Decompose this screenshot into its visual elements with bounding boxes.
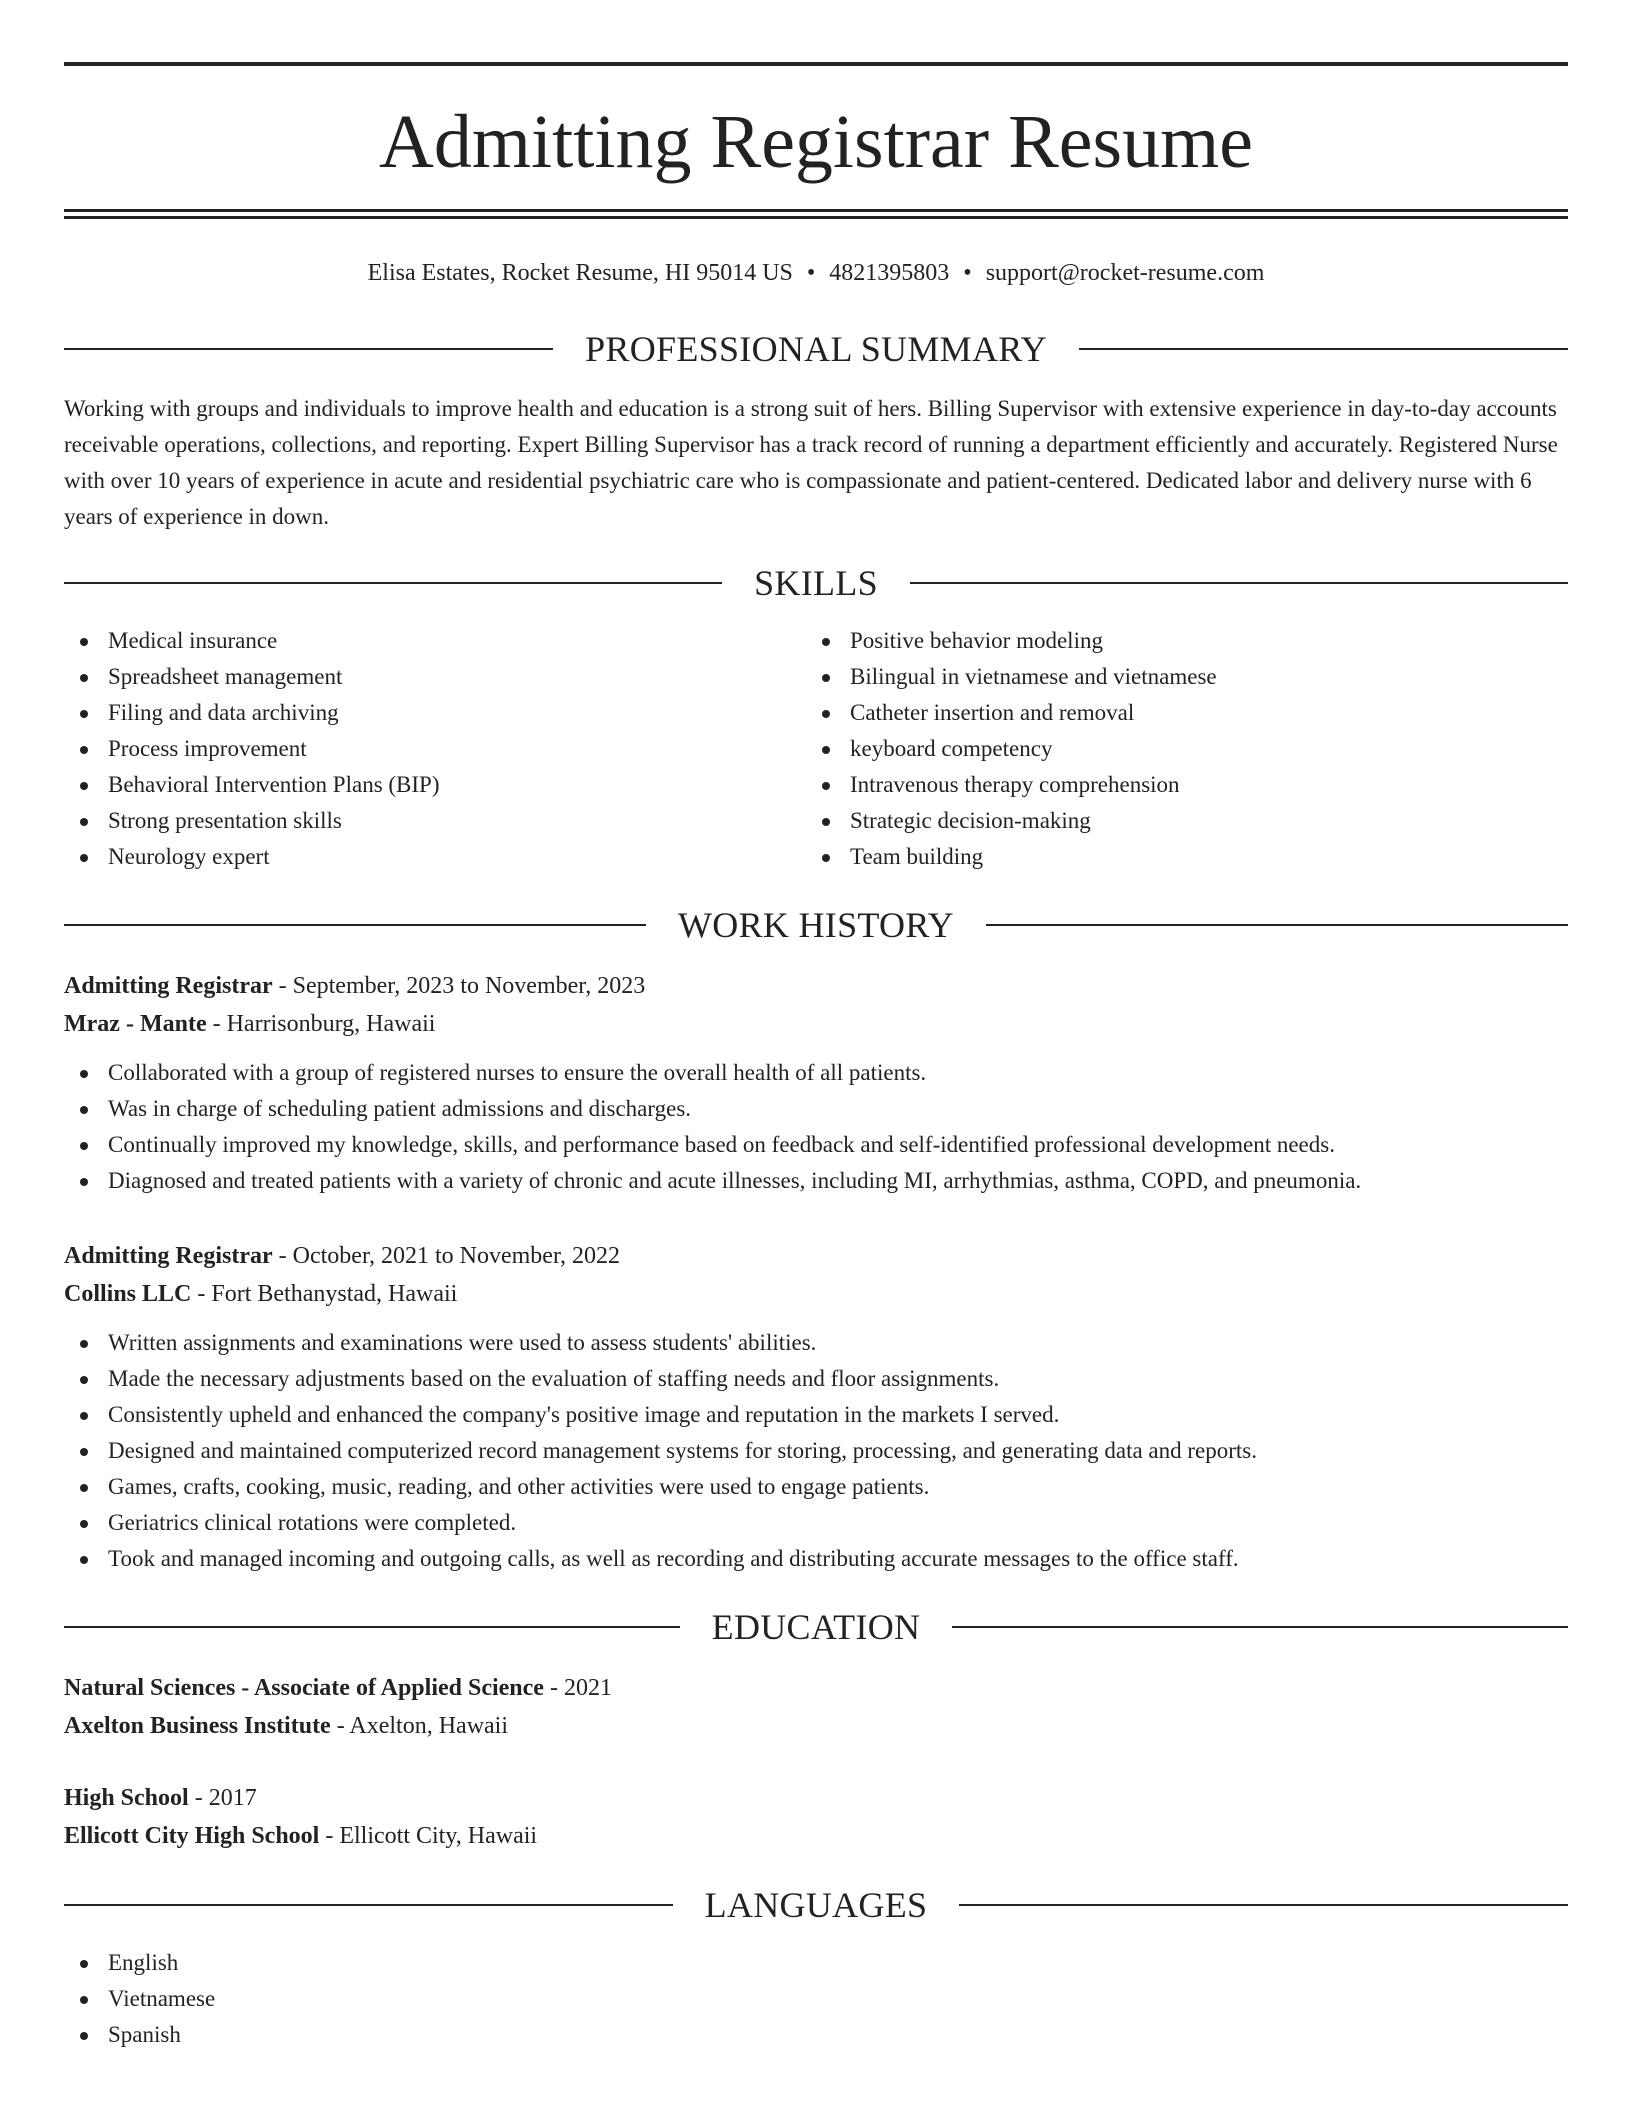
education-school: Ellicott City High School bbox=[64, 1823, 320, 1849]
section-title-summary: PROFESSIONAL SUMMARY bbox=[585, 329, 1047, 369]
resume-title: Admitting Registrar Resume bbox=[379, 100, 1253, 184]
skill-item: Spreadsheet management bbox=[64, 659, 806, 695]
job-entry bbox=[64, 1237, 1568, 1577]
resume-page bbox=[64, 62, 1568, 2053]
education-entry bbox=[64, 1779, 1568, 1855]
skill-item: Positive behavior modeling bbox=[806, 623, 1548, 659]
language-item: English bbox=[64, 1945, 1568, 1981]
skill-item: Medical insurance bbox=[64, 623, 806, 659]
job-title-line bbox=[64, 967, 1568, 1005]
job-location: - Fort Bethanystad, Hawaii bbox=[191, 1281, 458, 1307]
section-heading-languages bbox=[64, 1885, 1568, 1925]
skill-item: Strong presentation skills bbox=[64, 803, 806, 839]
education-degree-line bbox=[64, 1669, 1568, 1707]
heading-rule-right bbox=[959, 1904, 1568, 1906]
education-entry bbox=[64, 1669, 1568, 1745]
skill-item: Bilingual in vietnamese and vietnamese bbox=[806, 659, 1548, 695]
job-duty: Collaborated with a group of registered nurses to ensure the overall health of all patients. bbox=[64, 1055, 1568, 1091]
job-duties-list bbox=[64, 1325, 1568, 1577]
heading-rule-left bbox=[64, 1904, 673, 1906]
heading-rule-left bbox=[64, 348, 553, 350]
job-duty: Written assignments and examinations were used to assess students' abilities. bbox=[64, 1325, 1568, 1361]
skill-item: Neurology expert bbox=[64, 839, 806, 875]
job-duties-list bbox=[64, 1055, 1568, 1199]
job-duty: Was in charge of scheduling patient admissions and discharges. bbox=[64, 1091, 1568, 1127]
skill-item: Behavioral Intervention Plans (BIP) bbox=[64, 767, 806, 803]
heading-rule-right bbox=[952, 1626, 1568, 1628]
skill-item: Strategic decision-making bbox=[806, 803, 1548, 839]
job-company: Collins LLC bbox=[64, 1281, 192, 1307]
heading-rule-left bbox=[64, 582, 722, 584]
job-company-line bbox=[64, 1275, 1568, 1313]
language-item: Vietnamese bbox=[64, 1981, 1568, 2017]
job-company: Mraz - Mante bbox=[64, 1011, 207, 1037]
heading-rule-right bbox=[986, 924, 1568, 926]
education-degree-line bbox=[64, 1779, 1568, 1817]
section-heading-summary bbox=[64, 329, 1568, 369]
education-degree: High School bbox=[64, 1785, 189, 1811]
job-duty: Designed and maintained computerized record management systems for storing, processing, and generating data and reports. bbox=[64, 1433, 1568, 1469]
education-location: - Axelton, Hawaii bbox=[330, 1713, 509, 1739]
languages-list bbox=[64, 1945, 1568, 2053]
skill-item: Intravenous therapy comprehension bbox=[806, 767, 1548, 803]
contact-separator: • bbox=[806, 260, 816, 286]
job-duty: Continually improved my knowledge, skills, and performance based on feedback and self-identified professional development needs. bbox=[64, 1127, 1568, 1163]
heading-rule-right bbox=[1079, 348, 1568, 350]
job-duty: Took and managed incoming and outgoing calls, as well as recording and distributing accurate messages to the office staff. bbox=[64, 1541, 1568, 1577]
heading-rule-right bbox=[910, 582, 1568, 584]
contact-email: support@rocket-resume.com bbox=[985, 260, 1265, 286]
job-duty: Consistently upheld and enhanced the company's positive image and reputation in the markets I served. bbox=[64, 1397, 1568, 1433]
education-year: - 2017 bbox=[188, 1785, 257, 1811]
section-heading-work bbox=[64, 905, 1568, 945]
job-location: - Harrisonburg, Hawaii bbox=[206, 1011, 436, 1037]
section-heading-skills bbox=[64, 563, 1568, 603]
job-duty: Made the necessary adjustments based on the evaluation of staffing needs and floor assignments. bbox=[64, 1361, 1568, 1397]
contact-address: Elisa Estates, Rocket Resume, HI 95014 US bbox=[367, 260, 793, 286]
education-location: - Ellicott City, Hawaii bbox=[319, 1823, 538, 1849]
education-school-line bbox=[64, 1817, 1568, 1855]
job-title-line bbox=[64, 1237, 1568, 1275]
skill-item: Catheter insertion and removal bbox=[806, 695, 1548, 731]
skills-columns bbox=[64, 623, 1568, 875]
summary-text: Working with groups and individuals to improve health and education is a strong suit of hers. Billing Supervisor with extensive experience in day-to-day accounts receivable operations, collections, and reporting. Expert Billing Supervisor has a track record of running a department efficiently and accurately. Registered Nurse with over 10 years of experience in acute and residential psychiatric care who is compassionate and patient-centered. Dedicated labor and delivery nurse with 6 years of experience in down. bbox=[64, 396, 1558, 529]
job-dates: - October, 2021 to November, 2022 bbox=[272, 1243, 620, 1269]
section-title-work: WORK HISTORY bbox=[678, 905, 954, 945]
language-item: Spanish bbox=[64, 2017, 1568, 2053]
education-year: - 2021 bbox=[543, 1675, 612, 1701]
education-school: Axelton Business Institute bbox=[64, 1713, 331, 1739]
job-duty: Geriatrics clinical rotations were completed. bbox=[64, 1505, 1568, 1541]
section-title-education: EDUCATION bbox=[711, 1607, 921, 1647]
skills-list-right bbox=[806, 623, 1548, 875]
heading-rule-left bbox=[64, 1626, 680, 1628]
header-double-rule bbox=[64, 209, 1568, 219]
skill-item: Process improvement bbox=[64, 731, 806, 767]
skill-item: Team building bbox=[806, 839, 1548, 875]
contact-phone: 4821395803 bbox=[829, 260, 950, 286]
contact-separator: • bbox=[963, 260, 972, 286]
job-title: Admitting Registrar bbox=[64, 1243, 273, 1269]
job-duty: Diagnosed and treated patients with a variety of chronic and acute illnesses, including MI, arrhythmias, asthma, COPD, and pneumonia. bbox=[64, 1163, 1568, 1199]
contact-line bbox=[64, 261, 1568, 285]
skills-list-left bbox=[64, 623, 806, 875]
education-degree: Natural Sciences - Associate of Applied Science bbox=[64, 1675, 544, 1701]
heading-rule-left bbox=[64, 924, 646, 926]
section-title-skills: SKILLS bbox=[754, 563, 878, 603]
job-company-line bbox=[64, 1005, 1568, 1043]
job-dates: - September, 2023 to November, 2023 bbox=[272, 973, 646, 999]
job-entry bbox=[64, 967, 1568, 1199]
skill-item: Filing and data archiving bbox=[64, 695, 806, 731]
section-title-languages: LANGUAGES bbox=[704, 1885, 928, 1925]
skill-item: keyboard competency bbox=[806, 731, 1548, 767]
job-duty: Games, crafts, cooking, music, reading, and other activities were used to engage patients. bbox=[64, 1469, 1568, 1505]
job-title: Admitting Registrar bbox=[64, 973, 273, 999]
education-school-line bbox=[64, 1707, 1568, 1745]
section-heading-education bbox=[64, 1607, 1568, 1647]
